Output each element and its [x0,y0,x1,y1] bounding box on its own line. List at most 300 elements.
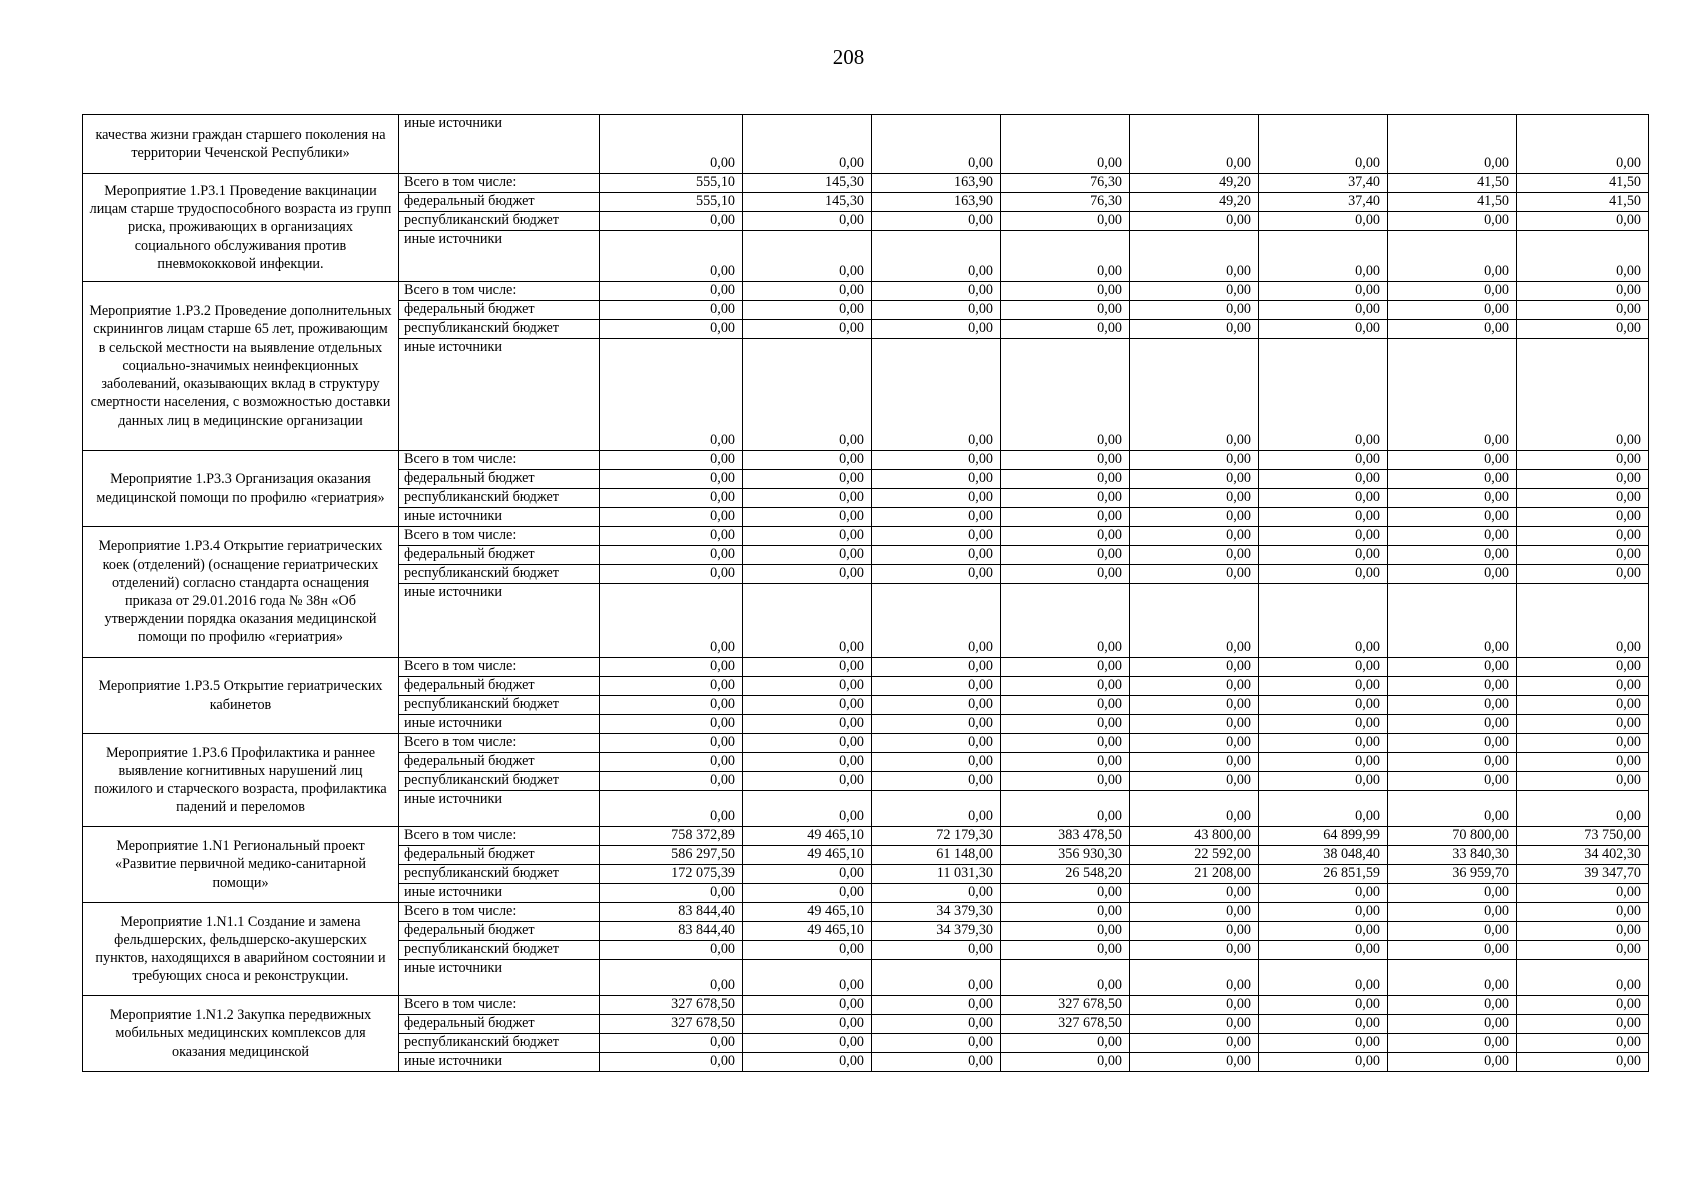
amount-cell: 0,00 [1259,584,1388,658]
amount-cell: 0,00 [1259,903,1388,922]
amount-cell: 49 465,10 [743,846,872,865]
amount-cell: 83 844,40 [600,903,743,922]
amount-cell: 0,00 [1259,941,1388,960]
amount-cell: 0,00 [1388,508,1517,527]
amount-cell: 0,00 [1388,677,1517,696]
amount-cell: 0,00 [1259,734,1388,753]
amount-cell: 356 930,30 [1001,846,1130,865]
amount-cell: 49 465,10 [743,922,872,941]
amount-cell: 0,00 [743,772,872,791]
amount-cell: 0,00 [600,696,743,715]
amount-cell: 0,00 [743,320,872,339]
activity-name: Мероприятие 1.Р3.3 Организация оказания медицинской помощи по профилю «гериатрия» [83,451,399,527]
amount-cell: 41,50 [1388,174,1517,193]
amount-cell: 0,00 [743,527,872,546]
amount-cell: 0,00 [600,115,743,174]
amount-cell: 0,00 [872,884,1001,903]
amount-cell: 0,00 [1517,791,1649,827]
amount-cell: 0,00 [1259,677,1388,696]
amount-cell: 0,00 [1517,508,1649,527]
amount-cell: 0,00 [872,527,1001,546]
amount-cell: 0,00 [1517,753,1649,772]
amount-cell: 0,00 [743,734,872,753]
amount-cell: 34 379,30 [872,922,1001,941]
amount-cell: 0,00 [1130,1034,1259,1053]
funding-source: Всего в том числе: [399,282,600,301]
amount-cell: 0,00 [743,1015,872,1034]
amount-cell: 0,00 [1001,282,1130,301]
amount-cell: 0,00 [1130,903,1259,922]
funding-source: Всего в том числе: [399,827,600,846]
amount-cell: 163,90 [872,193,1001,212]
funding-source: Всего в том числе: [399,658,600,677]
amount-cell: 22 592,00 [1130,846,1259,865]
amount-cell: 0,00 [872,489,1001,508]
table-row [83,734,1649,753]
amount-cell: 0,00 [1259,1034,1388,1053]
funding-source: Всего в том числе: [399,734,600,753]
amount-cell: 0,00 [1259,282,1388,301]
funding-source: республиканский бюджет [399,772,600,791]
amount-cell: 0,00 [1388,922,1517,941]
amount-cell: 43 800,00 [1130,827,1259,846]
table-row [83,174,1649,193]
amount-cell: 0,00 [600,1034,743,1053]
amount-cell: 0,00 [1001,715,1130,734]
amount-cell: 0,00 [600,508,743,527]
amount-cell: 11 031,30 [872,865,1001,884]
activity-name: Мероприятие 1.N1 Региональный проект «Развитие первичной медико-санитарной помощи» [83,827,399,903]
funding-source: иные источники [399,1053,600,1072]
amount-cell: 0,00 [1388,320,1517,339]
amount-cell: 0,00 [743,884,872,903]
amount-cell: 0,00 [872,941,1001,960]
amount-cell: 327 678,50 [1001,1015,1130,1034]
amount-cell: 0,00 [600,231,743,282]
amount-cell: 0,00 [1517,320,1649,339]
amount-cell: 0,00 [872,1053,1001,1072]
amount-cell: 555,10 [600,193,743,212]
amount-cell: 0,00 [872,715,1001,734]
activity-name: Мероприятие 1.Р3.4 Открытие гериатрических коек (отделений) (оснащение гериатрических отделений) согласно стандарта оснащения приказа от 29.01.2016 года № 38н «Об утверждении порядка оказания медицинской помощи по профилю «гериатрия» [83,527,399,658]
amount-cell: 0,00 [1001,339,1130,451]
funding-source: федеральный бюджет [399,1015,600,1034]
amount-cell: 0,00 [600,320,743,339]
amount-cell: 0,00 [1130,1053,1259,1072]
amount-cell: 172 075,39 [600,865,743,884]
amount-cell: 0,00 [1517,489,1649,508]
amount-cell: 0,00 [1517,1015,1649,1034]
amount-cell: 163,90 [872,174,1001,193]
amount-cell: 0,00 [1259,451,1388,470]
amount-cell: 0,00 [1001,903,1130,922]
amount-cell: 0,00 [600,772,743,791]
amount-cell: 0,00 [1001,470,1130,489]
amount-cell: 0,00 [743,1053,872,1072]
amount-cell: 0,00 [1517,470,1649,489]
amount-cell: 0,00 [1130,212,1259,231]
funding-source: Всего в том числе: [399,527,600,546]
amount-cell: 61 148,00 [872,846,1001,865]
amount-cell: 0,00 [1517,546,1649,565]
activity-name: Мероприятие 1.Р3.5 Открытие гериатрических кабинетов [83,658,399,734]
amount-cell: 0,00 [743,584,872,658]
amount-cell: 0,00 [1259,301,1388,320]
amount-cell: 0,00 [1388,696,1517,715]
amount-cell: 0,00 [1001,508,1130,527]
amount-cell: 0,00 [1001,1053,1130,1072]
amount-cell: 0,00 [1001,489,1130,508]
amount-cell: 0,00 [743,212,872,231]
amount-cell: 0,00 [1517,677,1649,696]
amount-cell: 0,00 [1517,734,1649,753]
amount-cell: 0,00 [1130,451,1259,470]
amount-cell: 0,00 [1388,734,1517,753]
amount-cell: 0,00 [1001,451,1130,470]
funding-source: иные источники [399,960,600,996]
amount-cell: 0,00 [1388,715,1517,734]
amount-cell: 0,00 [600,546,743,565]
amount-cell: 0,00 [600,791,743,827]
funding-source: федеральный бюджет [399,677,600,696]
amount-cell: 0,00 [1259,339,1388,451]
amount-cell: 0,00 [600,212,743,231]
amount-cell: 0,00 [1517,339,1649,451]
amount-cell: 0,00 [1388,1053,1517,1072]
amount-cell: 0,00 [1001,772,1130,791]
amount-cell: 0,00 [600,753,743,772]
amount-cell: 0,00 [1130,753,1259,772]
funding-source: иные источники [399,231,600,282]
amount-cell: 0,00 [1517,960,1649,996]
table-row [83,451,1649,470]
amount-cell: 0,00 [1388,791,1517,827]
amount-cell: 64 899,99 [1259,827,1388,846]
amount-cell: 0,00 [872,115,1001,174]
amount-cell: 0,00 [872,996,1001,1015]
amount-cell: 0,00 [1259,996,1388,1015]
amount-cell: 0,00 [872,320,1001,339]
amount-cell: 0,00 [1001,922,1130,941]
amount-cell: 0,00 [1388,753,1517,772]
amount-cell: 36 959,70 [1388,865,1517,884]
amount-cell: 49 465,10 [743,827,872,846]
amount-cell: 0,00 [1259,696,1388,715]
funding-source: Всего в том числе: [399,451,600,470]
amount-cell: 0,00 [1388,772,1517,791]
amount-cell: 0,00 [1388,527,1517,546]
amount-cell: 0,00 [1259,489,1388,508]
funding-source: федеральный бюджет [399,301,600,320]
amount-cell: 0,00 [743,508,872,527]
amount-cell: 0,00 [1001,941,1130,960]
amount-cell: 0,00 [1001,527,1130,546]
amount-cell: 0,00 [1388,489,1517,508]
amount-cell: 0,00 [1259,658,1388,677]
table-row [83,527,1649,546]
amount-cell: 0,00 [1130,508,1259,527]
amount-cell: 0,00 [1259,753,1388,772]
amount-cell: 34 379,30 [872,903,1001,922]
amount-cell: 0,00 [1130,470,1259,489]
amount-cell: 0,00 [1130,884,1259,903]
amount-cell: 0,00 [600,941,743,960]
amount-cell: 0,00 [600,470,743,489]
amount-cell: 34 402,30 [1517,846,1649,865]
amount-cell: 0,00 [1388,658,1517,677]
funding-source: иные источники [399,508,600,527]
table-row [83,282,1649,301]
amount-cell: 0,00 [1259,884,1388,903]
amount-cell: 0,00 [1388,546,1517,565]
amount-cell: 0,00 [1517,696,1649,715]
amount-cell: 0,00 [600,884,743,903]
amount-cell: 0,00 [1259,922,1388,941]
amount-cell: 0,00 [1259,715,1388,734]
amount-cell: 0,00 [872,546,1001,565]
amount-cell: 0,00 [1001,212,1130,231]
amount-cell: 0,00 [1130,339,1259,451]
amount-cell: 72 179,30 [872,827,1001,846]
amount-cell: 0,00 [600,1053,743,1072]
funding-source: федеральный бюджет [399,922,600,941]
amount-cell: 0,00 [1130,301,1259,320]
amount-cell: 0,00 [743,489,872,508]
amount-cell: 0,00 [1388,584,1517,658]
activity-name: Мероприятие 1.N1.1 Создание и замена фельдшерских, фельдшерско-акушерских пунктов, находящихся в аварийном состоянии и требующих сноса и реконструкции. [83,903,399,996]
funding-source: иные источники [399,884,600,903]
amount-cell: 0,00 [600,658,743,677]
amount-cell: 0,00 [600,960,743,996]
amount-cell: 0,00 [872,282,1001,301]
amount-cell: 0,00 [1517,884,1649,903]
amount-cell: 0,00 [1130,231,1259,282]
amount-cell: 0,00 [1259,320,1388,339]
amount-cell: 0,00 [872,734,1001,753]
amount-cell: 0,00 [1517,996,1649,1015]
amount-cell: 0,00 [1388,1034,1517,1053]
amount-cell: 0,00 [1130,658,1259,677]
amount-cell: 0,00 [1130,791,1259,827]
amount-cell: 0,00 [1001,584,1130,658]
funding-source: федеральный бюджет [399,470,600,489]
amount-cell: 0,00 [872,753,1001,772]
amount-cell: 0,00 [1517,772,1649,791]
amount-cell: 0,00 [743,960,872,996]
amount-cell: 0,00 [743,696,872,715]
amount-cell: 327 678,50 [600,1015,743,1034]
funding-source: иные источники [399,584,600,658]
amount-cell: 37,40 [1259,174,1388,193]
amount-cell: 0,00 [600,677,743,696]
amount-cell: 0,00 [1388,115,1517,174]
amount-cell: 38 048,40 [1259,846,1388,865]
amount-cell: 70 800,00 [1388,827,1517,846]
amount-cell: 0,00 [1259,960,1388,996]
amount-cell: 0,00 [1259,508,1388,527]
amount-cell: 0,00 [1517,527,1649,546]
amount-cell: 0,00 [872,451,1001,470]
amount-cell: 0,00 [1130,960,1259,996]
amount-cell: 0,00 [743,470,872,489]
amount-cell: 0,00 [600,339,743,451]
amount-cell: 49,20 [1130,174,1259,193]
funding-source: иные источники [399,715,600,734]
amount-cell: 0,00 [1517,658,1649,677]
amount-cell: 0,00 [1001,677,1130,696]
amount-cell: 0,00 [1130,996,1259,1015]
amount-cell: 0,00 [1259,527,1388,546]
amount-cell: 0,00 [1259,1053,1388,1072]
amount-cell: 0,00 [1001,960,1130,996]
amount-cell: 0,00 [1388,301,1517,320]
amount-cell: 73 750,00 [1517,827,1649,846]
amount-cell: 0,00 [1388,903,1517,922]
amount-cell: 0,00 [1259,546,1388,565]
table-row [83,903,1649,922]
amount-cell: 0,00 [1388,231,1517,282]
amount-cell: 41,50 [1517,174,1649,193]
amount-cell: 0,00 [1259,115,1388,174]
amount-cell: 0,00 [1001,320,1130,339]
amount-cell: 0,00 [1517,282,1649,301]
activity-name: Мероприятие 1.N1.2 Закупка передвижных мобильных медицинских комплексов для оказания медицинской [83,996,399,1072]
amount-cell: 0,00 [1001,734,1130,753]
amount-cell: 0,00 [1130,527,1259,546]
amount-cell: 76,30 [1001,193,1130,212]
amount-cell: 0,00 [600,565,743,584]
amount-cell: 0,00 [743,451,872,470]
amount-cell: 37,40 [1259,193,1388,212]
amount-cell: 0,00 [743,715,872,734]
amount-cell: 26 548,20 [1001,865,1130,884]
amount-cell: 0,00 [743,1034,872,1053]
amount-cell: 0,00 [1517,212,1649,231]
amount-cell: 0,00 [743,865,872,884]
amount-cell: 0,00 [1388,1015,1517,1034]
amount-cell: 0,00 [872,339,1001,451]
amount-cell: 0,00 [1130,320,1259,339]
budget-table [82,114,1649,1072]
amount-cell: 0,00 [743,791,872,827]
amount-cell: 49,20 [1130,193,1259,212]
amount-cell: 0,00 [1130,941,1259,960]
amount-cell: 0,00 [1259,772,1388,791]
activity-name: Мероприятие 1.Р3.6 Профилактика и раннее выявление когнитивных нарушений лиц пожилого и старческого возраста, профилактика падений и переломов [83,734,399,827]
amount-cell: 0,00 [872,960,1001,996]
amount-cell: 21 208,00 [1130,865,1259,884]
amount-cell: 0,00 [1388,470,1517,489]
amount-cell: 0,00 [1517,584,1649,658]
amount-cell: 0,00 [872,231,1001,282]
amount-cell: 0,00 [1001,231,1130,282]
amount-cell: 0,00 [743,231,872,282]
amount-cell: 0,00 [1001,1034,1130,1053]
amount-cell: 0,00 [1001,791,1130,827]
amount-cell: 0,00 [743,301,872,320]
amount-cell: 0,00 [872,508,1001,527]
amount-cell: 39 347,70 [1517,865,1649,884]
funding-source: федеральный бюджет [399,846,600,865]
amount-cell: 0,00 [743,941,872,960]
amount-cell: 0,00 [1388,212,1517,231]
amount-cell: 0,00 [1001,565,1130,584]
amount-cell: 0,00 [1001,115,1130,174]
amount-cell: 0,00 [1130,489,1259,508]
amount-cell: 0,00 [872,696,1001,715]
amount-cell: 0,00 [743,753,872,772]
amount-cell: 0,00 [743,282,872,301]
amount-cell: 0,00 [600,451,743,470]
amount-cell: 83 844,40 [600,922,743,941]
amount-cell: 0,00 [1388,451,1517,470]
amount-cell: 0,00 [1388,996,1517,1015]
amount-cell: 0,00 [1130,115,1259,174]
amount-cell: 327 678,50 [600,996,743,1015]
funding-source: республиканский бюджет [399,941,600,960]
funding-source: Всего в том числе: [399,903,600,922]
amount-cell: 555,10 [600,174,743,193]
amount-cell: 0,00 [1517,941,1649,960]
amount-cell: 0,00 [1001,753,1130,772]
amount-cell: 0,00 [1001,546,1130,565]
amount-cell: 0,00 [743,115,872,174]
amount-cell: 0,00 [872,1015,1001,1034]
funding-source: федеральный бюджет [399,753,600,772]
funding-source: иные источники [399,339,600,451]
amount-cell: 0,00 [872,772,1001,791]
amount-cell: 0,00 [1517,1053,1649,1072]
amount-cell: 0,00 [1388,884,1517,903]
amount-cell: 0,00 [600,584,743,658]
amount-cell: 0,00 [1388,339,1517,451]
amount-cell: 0,00 [1130,584,1259,658]
amount-cell: 41,50 [1517,193,1649,212]
amount-cell: 0,00 [1517,231,1649,282]
amount-cell: 327 678,50 [1001,996,1130,1015]
funding-source: федеральный бюджет [399,193,600,212]
amount-cell: 0,00 [743,339,872,451]
table-row [83,658,1649,677]
funding-source: федеральный бюджет [399,546,600,565]
amount-cell: 0,00 [743,546,872,565]
amount-cell: 0,00 [600,734,743,753]
amount-cell: 0,00 [1388,282,1517,301]
amount-cell: 0,00 [1517,903,1649,922]
amount-cell: 0,00 [1130,715,1259,734]
page-number: 208 [832,45,865,69]
amount-cell: 0,00 [1388,565,1517,584]
amount-cell: 0,00 [1130,282,1259,301]
amount-cell: 0,00 [1130,677,1259,696]
funding-source: республиканский бюджет [399,696,600,715]
amount-cell: 0,00 [600,715,743,734]
amount-cell: 0,00 [872,791,1001,827]
amount-cell: 0,00 [872,301,1001,320]
amount-cell: 0,00 [600,527,743,546]
funding-source: республиканский бюджет [399,212,600,231]
funding-source: республиканский бюджет [399,1034,600,1053]
amount-cell: 758 372,89 [600,827,743,846]
funding-source: республиканский бюджет [399,865,600,884]
amount-cell: 0,00 [1001,696,1130,715]
amount-cell: 26 851,59 [1259,865,1388,884]
amount-cell: 0,00 [1517,115,1649,174]
amount-cell: 0,00 [1259,212,1388,231]
amount-cell: 0,00 [1130,922,1259,941]
amount-cell: 0,00 [1259,565,1388,584]
amount-cell: 0,00 [1259,470,1388,489]
